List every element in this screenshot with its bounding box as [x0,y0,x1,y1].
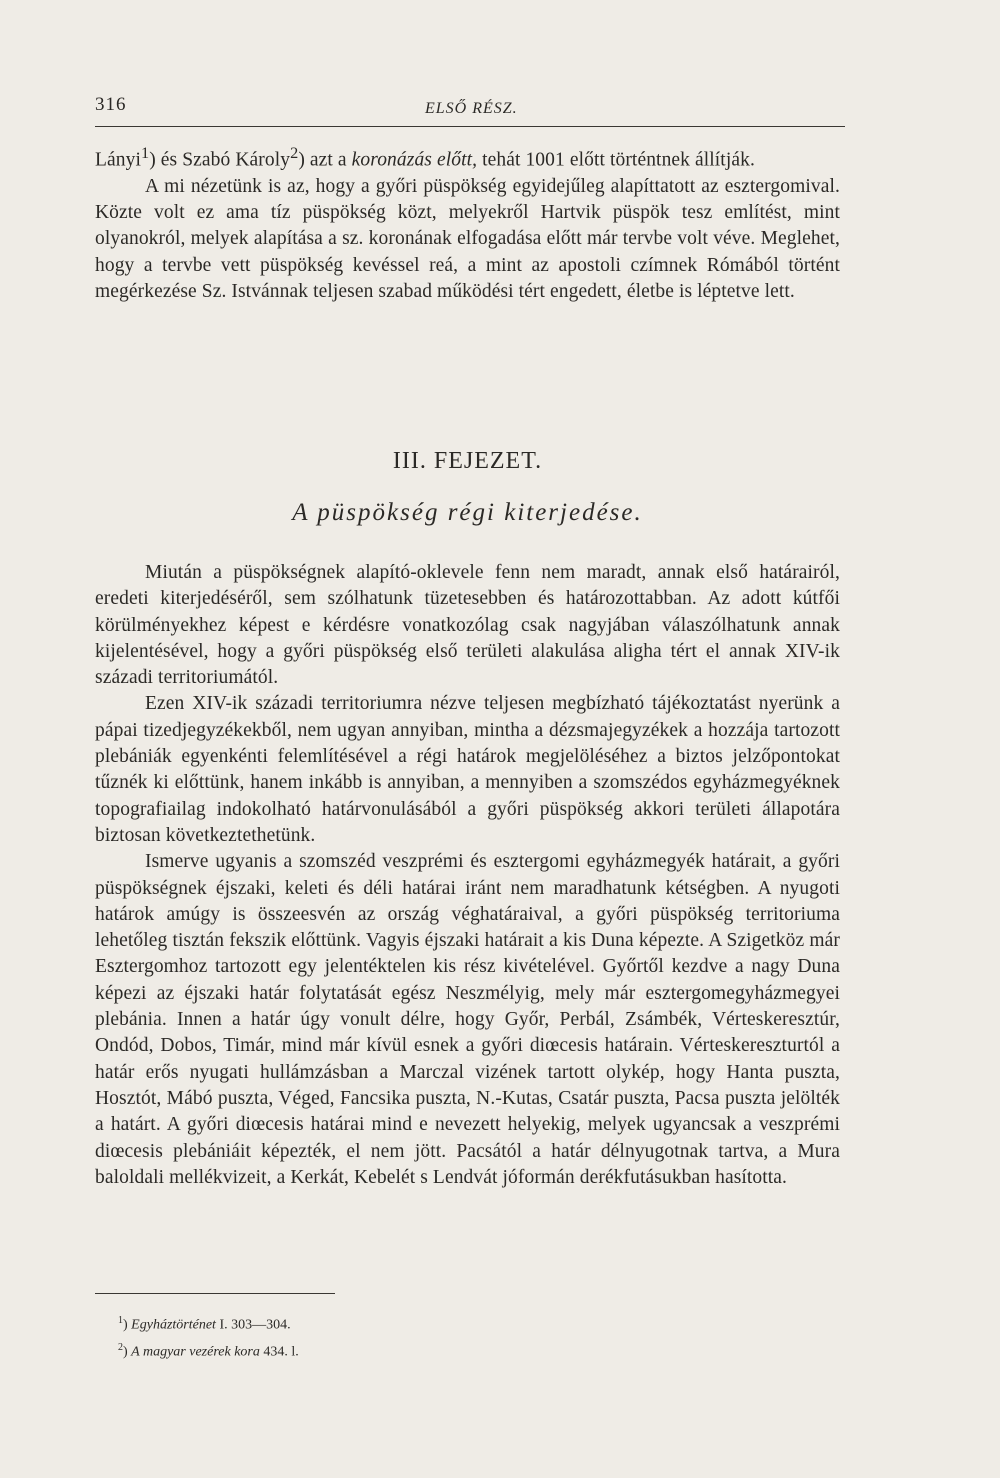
footnote-title: A magyar vezérek kora [131,1344,260,1360]
chapter-heading [95,448,840,527]
intro-paragraph-1 [95,140,840,174]
header-rule [95,126,845,127]
body-text [95,560,840,1191]
footnote-text: I. 303—304. [215,1317,291,1333]
footnote-text: 434. l. [259,1344,299,1360]
text-span: ) és Szabó Károly [149,149,291,171]
chapter-title: A püspökség régi kiterjedése. [292,499,643,526]
footnote-title: Egyháztörténet [131,1317,216,1333]
text-span: ) azt a [298,149,352,171]
footnote-mark: 1 [118,1315,123,1326]
footnote-ref: 1 [140,144,150,162]
running-head: ELSŐ RÉSZ. [425,100,518,117]
footnotes [118,1310,618,1363]
text-span: Lányi [95,149,141,171]
body-paragraph-1: Miután a püspökségnek alapító-oklevele fenn nem maradt, annak első határairól, eredeti kiterjedéséről, sem szólhatunk tüzetesebben és határozottabban. Az adott kútfői körülményekhez képest e kérdésre vonatkozólag csak nagyjában válaszólhatunk annak kijelentésével, hogy a győri püspökség első területi alakulása aligha tért el annak XIV-ik századi territoriumától. [95,562,840,689]
page-header [95,90,845,130]
footnote-rule [95,1293,335,1294]
footnote-2: $^2$) A magyar vezérek kora 434. l. [118,1341,299,1360]
italic-phrase: koronázás előtt, [351,149,478,171]
footnote-ref: 2 [290,144,299,162]
intro-paragraph-2: A mi nézetünk is az, hogy a győri püspökség egyidejűleg alapíttatott az esztergomival. Közte volt ez ama tíz püspökség közt, melyekről Hartvik püspök tesz említést, mint olyanokról, melyek alapítása a sz. koronának elfogadása előtt már tervbe volt véve. Meglehet, hogy a tervbe vett püspökség kevéssel reá, a mint az apostoli czímnek Rómából történt megérkezése Sz. Istvánnak teljesen szabad működési tért engedett, életbe is léptetve lett. [95,175,840,302]
body-paragraph-3: Ismerve ugyanis a szomszéd veszprémi és esztergomi egyházmegyék határait, a győri püspökségnek éjszaki, keleti és déli határai iránt nem maradhatunk kétségben. A nyugoti határok amúgy is összeesvén az ország véghatáraival, a győri püspökség territoriuma lehetőleg tisztán fekszik előttünk. Vagyis éjszaki határait a kis Duna képezte. A Szigetköz már Esztergomhoz tartozott egy jelentéktelen kis rész kivételével. Győrtől kezdve a nagy Duna képezi az éjszaki határ folytatását egész Neszmélyig, mely már esztergomegyházmegyei plebánia. Innen a határ úgy vonult délre, hogy Győr, Perbál, Zsámbék, Vérteskeresztúr, Ondód, Dobos, Timár, mind már kívül esnek a győri diœcesis határain. Vérteskereszturtól a határ erős nyugati hullámzásban a Marczal vizének tartott olykép, hogy Hanta puszta, Hosztót, Mábó puszta, Véged, Fancsika puszta, N.-Kutas, Csatár puszta, Pacsa puszta jelölték a határt. A győri diœcesis határai mind e nevezett helyekig, melyek ugyancsak a veszprémi diœcesis plebániáit képezték, el nem jött. Pacsától a határ délnyugotnak tartva, a Mura baloldali mellékvizeit, a Kerkát, Kebelét s Lendvát jóformán derékfutásukban hasította. [95,851,840,1188]
footnote-mark: 2 [118,1341,123,1353]
footnote-1: $^1$) Egyháztörténet I. 303—304. [118,1315,291,1333]
text-span: tehát 1001 előtt történtnek állítják. [477,149,755,171]
page-number: 316 [95,94,127,115]
intro-text [95,140,840,305]
chapter-number: III. FEJEZET. [392,448,543,474]
body-paragraph-2: Ezen XIV-ik századi territoriumra nézve teljesen megbízható tájékoztatást nyerünk a pápai tizedjegyzékekből, nem ugyan annyiban, mintha a dézsmajegyzékek a hozzája tartozott plebániák egyenkénti felemlítésével a régi határok megjelöléséhez a biztos jelzőpontokat tűznék ki előttünk, hanem inkább is annyiban, a mennyiben a szomszédos egyházmegyéknek topografiailag indokolható határvonulásából a győri püspökség akkori területi állapotára biztosan következtethetünk. [95,693,840,846]
